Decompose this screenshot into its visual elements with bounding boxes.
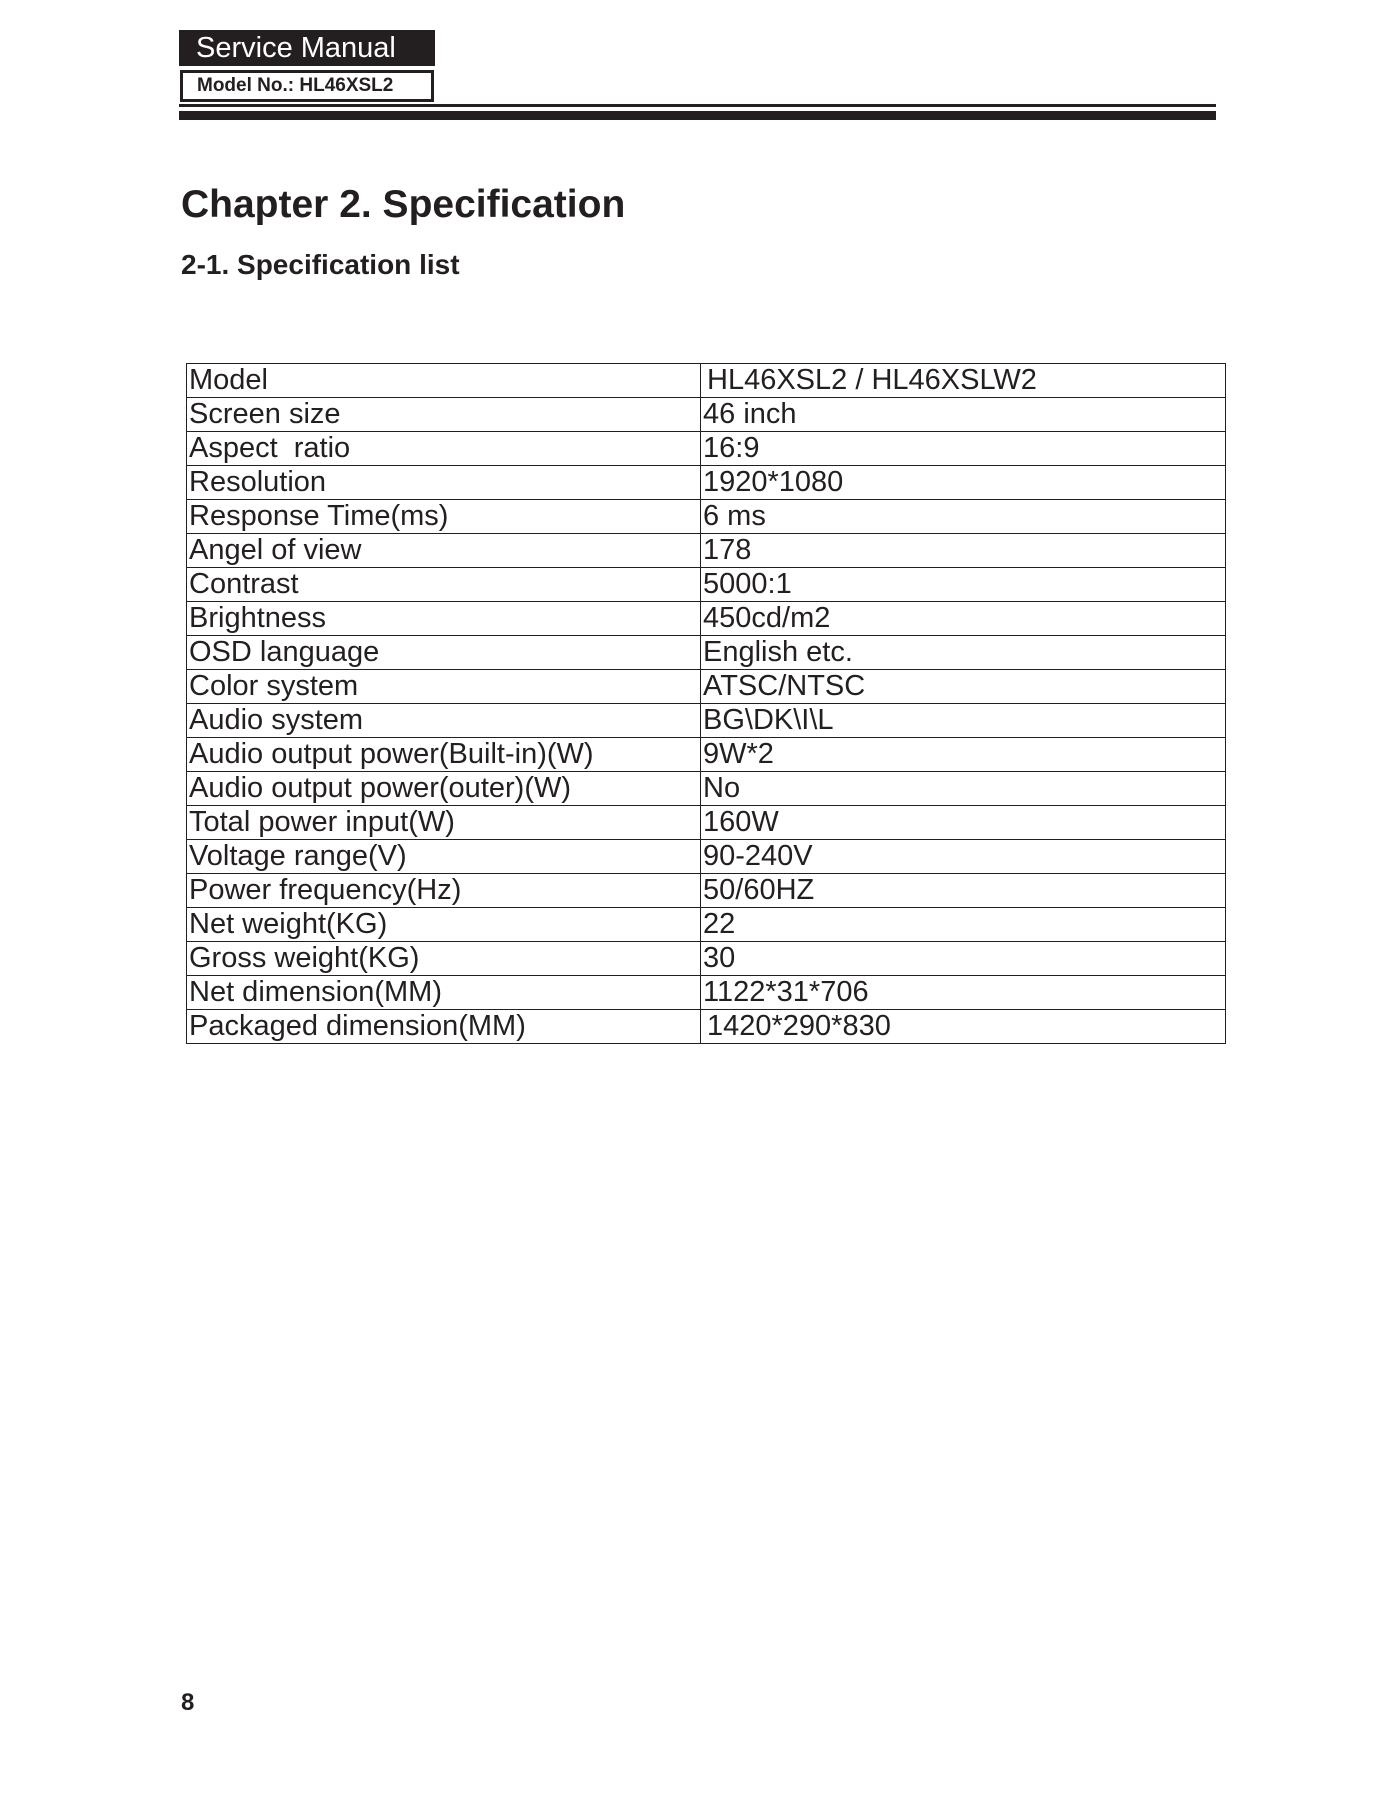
spec-label: Net weight(KG)	[187, 908, 701, 942]
spec-label: Audio output power(outer)(W)	[187, 772, 701, 806]
table-row	[187, 908, 1226, 942]
spec-value: 6 ms	[701, 500, 1226, 534]
spec-value: 160W	[701, 806, 1226, 840]
table-row	[187, 568, 1226, 602]
page-number: 8	[181, 1689, 195, 1716]
table-row	[187, 1010, 1226, 1044]
table-row	[187, 398, 1226, 432]
spec-value: 1420*290*830	[701, 1010, 1226, 1044]
spec-label: Contrast	[187, 568, 701, 602]
table-row	[187, 738, 1226, 772]
spec-label: Aspect ratio	[187, 432, 701, 466]
service-manual-badge: Service Manual	[179, 30, 435, 66]
table-row	[187, 976, 1226, 1010]
table-row	[187, 466, 1226, 500]
spec-value: 16:9	[701, 432, 1226, 466]
section-title: 2-1. Specification list	[181, 249, 460, 280]
header-rule-thin	[179, 104, 1216, 107]
spec-label: Audio output power(Built-in)(W)	[187, 738, 701, 772]
spec-value: No	[701, 772, 1226, 806]
spec-value: 90-240V	[701, 840, 1226, 874]
table-row	[187, 772, 1226, 806]
header-rule-thick	[179, 111, 1216, 120]
spec-label: Audio system	[187, 704, 701, 738]
spec-label: Model	[187, 364, 701, 398]
model-number-badge: Model No.: HL46XSL2	[180, 70, 434, 102]
spec-label: Voltage range(V)	[187, 840, 701, 874]
table-row	[187, 432, 1226, 466]
spec-value: English etc.	[701, 636, 1226, 670]
spec-value: 50/60HZ	[701, 874, 1226, 908]
spec-value: 1122*31*706	[701, 976, 1226, 1010]
spec-label: Response Time(ms)	[187, 500, 701, 534]
spec-value: 5000:1	[701, 568, 1226, 602]
table-row	[187, 500, 1226, 534]
spec-value: 178	[701, 534, 1226, 568]
table-row	[187, 364, 1226, 398]
spec-label: Net dimension(MM)	[187, 976, 701, 1010]
table-row	[187, 704, 1226, 738]
spec-value: 46 inch	[701, 398, 1226, 432]
chapter-title: Chapter 2. Specification	[181, 183, 626, 226]
table-row	[187, 534, 1226, 568]
spec-label: Resolution	[187, 466, 701, 500]
spec-value: ATSC/NTSC	[701, 670, 1226, 704]
specification-table	[186, 363, 1226, 1044]
spec-value: 1920*1080	[701, 466, 1226, 500]
spec-label: Packaged dimension(MM)	[187, 1010, 701, 1044]
table-row	[187, 670, 1226, 704]
spec-label: Power frequency(Hz)	[187, 874, 701, 908]
table-row	[187, 840, 1226, 874]
table-row	[187, 942, 1226, 976]
table-row	[187, 602, 1226, 636]
spec-label: Brightness	[187, 602, 701, 636]
table-row	[187, 636, 1226, 670]
spec-value: 22	[701, 908, 1226, 942]
spec-value: BG\DK\I\L	[701, 704, 1226, 738]
table-row	[187, 806, 1226, 840]
spec-label: OSD language	[187, 636, 701, 670]
spec-value: 450cd/m2	[701, 602, 1226, 636]
spec-label: Color system	[187, 670, 701, 704]
spec-value: HL46XSL2 / HL46XSLW2	[701, 364, 1226, 398]
spec-value: 9W*2	[701, 738, 1226, 772]
spec-label: Screen size	[187, 398, 701, 432]
spec-value: 30	[701, 942, 1226, 976]
table-row	[187, 874, 1226, 908]
spec-label: Angel of view	[187, 534, 701, 568]
spec-label: Total power input(W)	[187, 806, 701, 840]
spec-label: Gross weight(KG)	[187, 942, 701, 976]
